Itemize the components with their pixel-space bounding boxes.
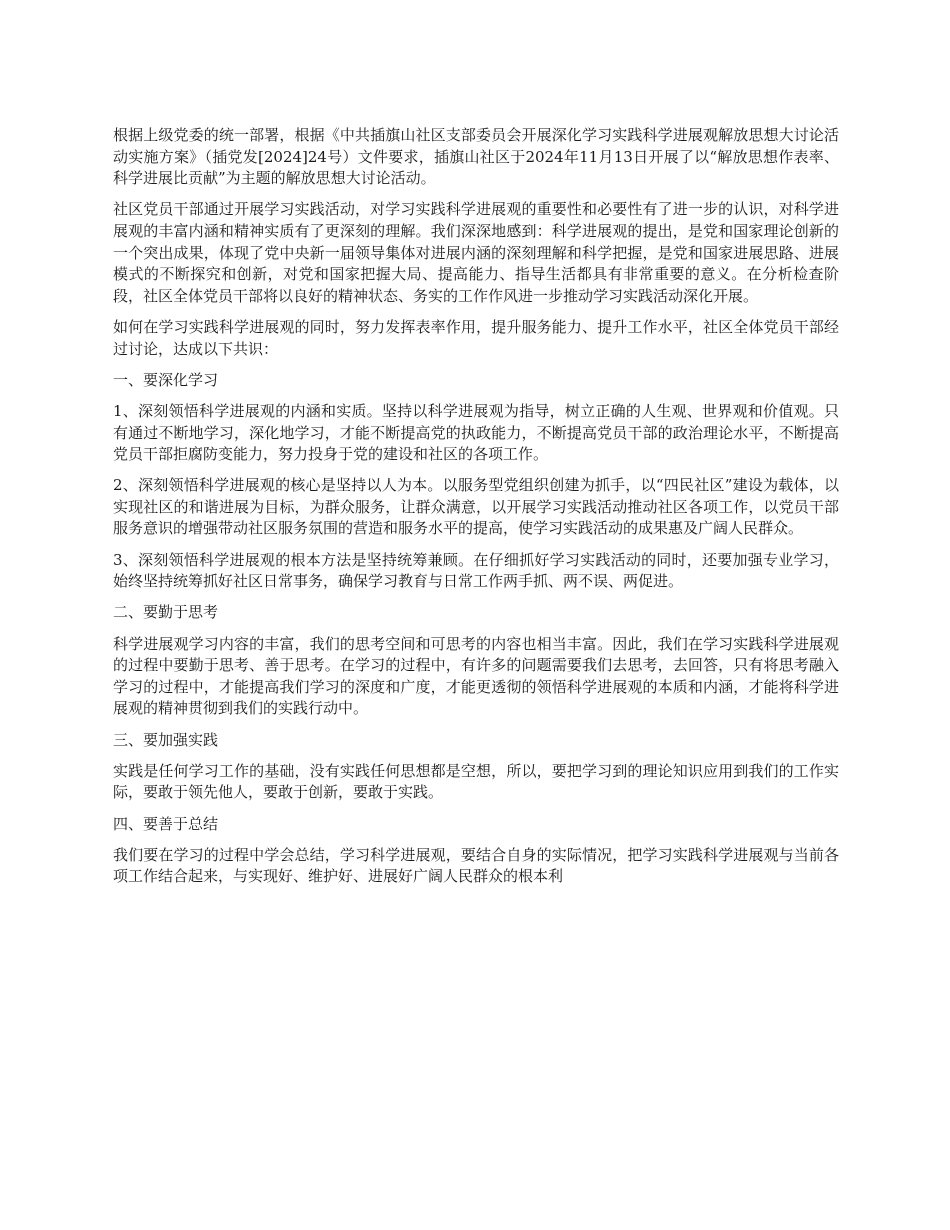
summarize-paragraph: 我们要在学习的过程中学会总结，学习科学进展观，要结合自身的实际情况，把学习实践科学进展观与当前各项工作结合起来，与实现好、维护好、进展好广阔人民群众的根本利 — [113, 845, 839, 886]
study-point-2: 2、深刻领悟科学进展观的核心是坚持以人为本。以服务型党组织创建为抓手，以“四民社区”建设为载体，以实现社区的和谐进展为目标，为群众服务，让群众满意，以开展学习实践活动推动社区各项工作，以党员干部服务意识的增强带动社区服务氛围的营造和服务水平的提高，使学习实践活动的成果惠及广阔人民群众。 — [113, 476, 839, 538]
intro-paragraph: 根据上级党委的统一部署，根据《中共插旗山社区支部委员会开展深化学习实践科学进展观解放思想大讨论活动实施方案》（插党发[2024]24号）文件要求，插旗山社区于2024年11月13日开展了以“解放思想作表率、科学进展比贡献”为主题的解放思想大讨论活动。 — [113, 126, 839, 188]
study-point-1: 1、深刻领悟科学进展观的内涵和实质。坚持以科学进展观为指导，树立正确的人生观、世界观和价值观。只有通过不断地学习，深化地学习，才能不断提高党的执政能力，不断提高党员干部的政治理论水平，不断提高党员干部拒腐防变能力，努力投身于党的建设和社区的各项工作。 — [113, 401, 839, 464]
think-paragraph: 科学进展观学习内容的丰富，我们的思考空间和可思考的内容也相当丰富。因此，我们在学习实践科学进展观的过程中要勤于思考、善于思考。在学习的过程中，有许多的问题需要我们去思考，去回答，只有将思考融入学习的过程中，才能提高我们学习的深度和广度，才能更透彻的领悟科学进展观的本质和内涵，才能将科学进展观的精神贯彻到我们的实践行动中。 — [113, 634, 839, 718]
consensus-paragraph: 如何在学习实践科学进展观的同时，努力发挥表率作用，提升服务能力、提升工作水平，社区全体党员干部经过讨论，达成以下共识： — [113, 317, 839, 358]
section-heading-summarize: 四、要善于总结 — [113, 814, 219, 833]
understanding-paragraph: 社区党员干部通过开展学习实践活动，对学习实践科学进展观的重要性和必要性有了进一步的认识，对科学进展观的丰富内涵和精神实质有了更深刻的理解。我们深深地感到：科学进展观的提出，是党和国家理论创新的一个突出成果，体现了党中央新一届领导集体对进展内涵的深刻理解和科学把握，是党和国家进展思路、进展模式的不断探究和创新，对党和国家把握大局、提高能力、指导生活都具有非常重要的意义。在分析检查阶段，社区全体党员干部将以良好的精神状态、务实的工作作风进一步推动学习实践活动深化开展。 — [113, 200, 839, 305]
study-point-3: 3、深刻领悟科学进展观的根本方法是坚持统筹兼顾。在仔细抓好学习实践活动的同时，还要加强专业学习，始终坚持统筹抓好社区日常事务，确保学习教育与日常工作两手抓、两不误、两促进。 — [113, 550, 839, 591]
section-heading-study: 一、要深化学习 — [113, 370, 219, 389]
practice-paragraph: 实践是任何学习工作的基础，没有实践任何思想都是空想，所以，要把学习到的理论知识应用到我们的工作实际，要敢于领先他人，要敢于创新，要敢于实践。 — [113, 761, 839, 802]
document-body — [113, 125, 839, 898]
section-heading-think: 二、要勤于思考 — [113, 603, 219, 622]
section-heading-practice: 三、要加强实践 — [113, 730, 219, 749]
